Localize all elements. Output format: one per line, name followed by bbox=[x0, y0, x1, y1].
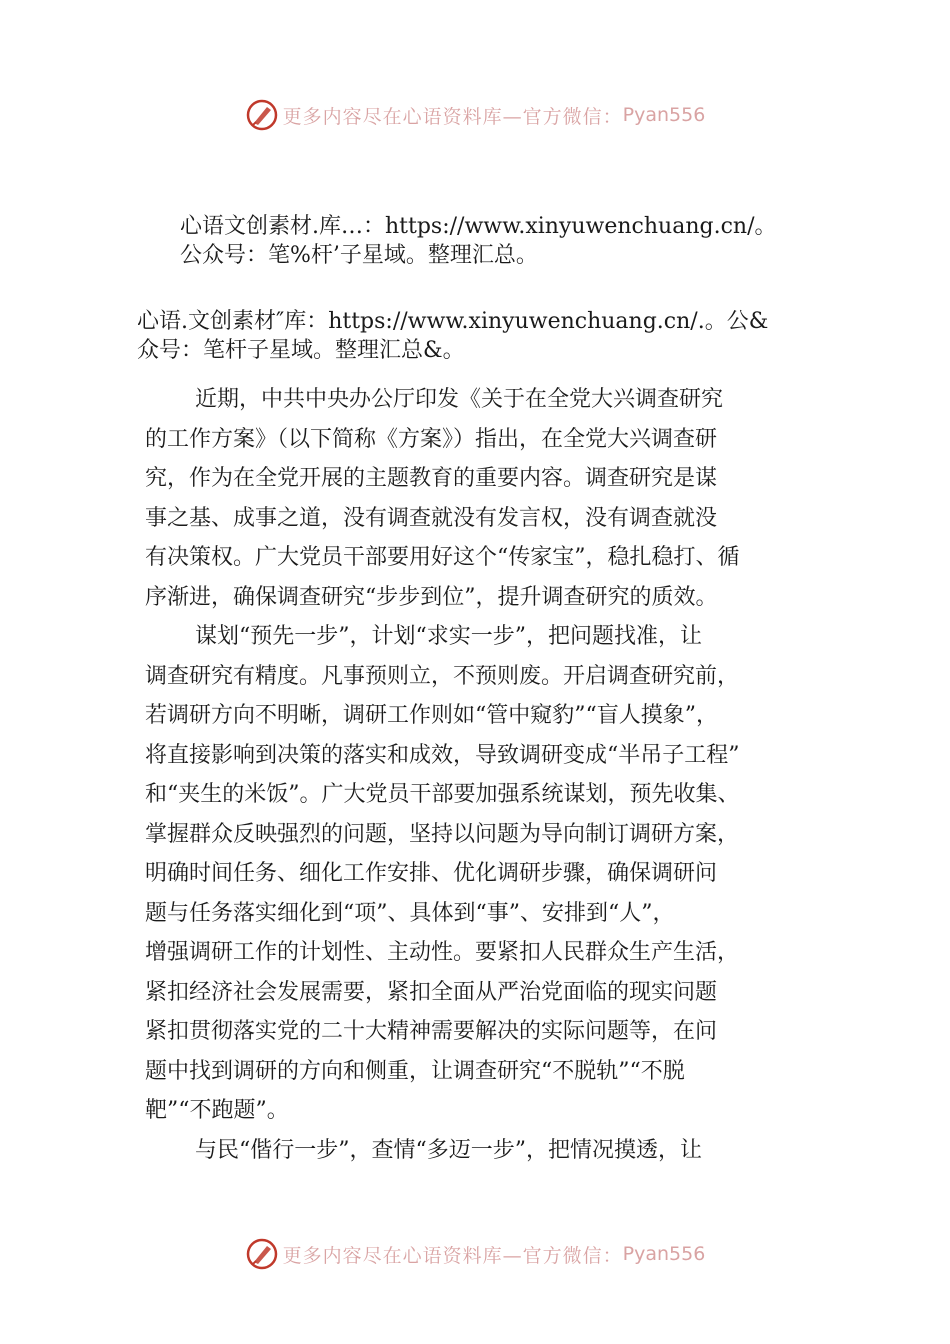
paragraph-line: 近期，中共中央办公厅印发《关于在全党大兴调查研究 bbox=[195, 387, 724, 412]
quill-pen-logo-icon bbox=[245, 1237, 279, 1271]
paragraph-line: 题与任务落实细化到“项”、具体到“事”、安排到“人”， bbox=[145, 900, 675, 926]
source-note-line: 心语.文创素材″库：https://www.xinyuwenchuang.cn/.。公& bbox=[137, 309, 769, 334]
quill-pen-logo-icon bbox=[245, 98, 279, 132]
wechat-id: Pyan556 bbox=[622, 1243, 706, 1265]
paragraph-line: 与民“偕行一步”，查情“多迈一步”，把情况摸透，让 bbox=[195, 1137, 702, 1163]
paragraph-line: 题中找到调研的方向和侧重，让调查研究“不脱轨”“不脱 bbox=[145, 1058, 685, 1084]
source-note-line: 心语文创素材.库…：https://www.xinyuwenchuang.cn/。 bbox=[180, 214, 777, 239]
banner-text: 更多内容尽在心语资料库—官方微信： bbox=[282, 1244, 623, 1267]
paragraph-line: 明确时间任务、细化工作安排、优化调研步骤，确保调研问 bbox=[145, 861, 718, 886]
paragraph-line: 掌握群众反映强烈的问题，坚持以问题为导向制订调研方案， bbox=[145, 821, 740, 847]
paragraph-line: 事之基、成事之道，没有调查就没有发言权，没有调查就没 bbox=[145, 505, 718, 531]
paragraph-line: 调查研究有精度。凡事预则立，不预则废。开启调查研究前， bbox=[145, 663, 740, 689]
paragraph-line: 的工作方案》（以下简称《方案》）指出，在全党大兴调查研 bbox=[145, 426, 718, 452]
paragraph-line: 紧扣经济社会发展需要，紧扣全面从严治党面临的现实问题 bbox=[145, 979, 718, 1005]
paragraph-line: 靶”“不跑题”。 bbox=[145, 1098, 289, 1123]
wechat-id: Pyan556 bbox=[622, 104, 706, 126]
paragraph-line: 若调研方向不明晰，调研工作则如“管中窥豹”“盲人摸象”， bbox=[145, 703, 718, 728]
source-note-line: 众号：笔杆子星域。整理汇总&。 bbox=[137, 338, 465, 363]
footer-banner bbox=[0, 1234, 950, 1274]
paragraph-line: 和“夹生的米饭”。广大党员干部要加强系统谋划，预先收集、 bbox=[145, 782, 740, 807]
source-note bbox=[180, 212, 776, 270]
paragraph-line: 究，作为在全党开展的主题教育的重要内容。调查研究是谋 bbox=[145, 466, 718, 491]
source-note-line: 公众号：笔%杆’子星域。整理汇总。 bbox=[180, 243, 538, 268]
source-note bbox=[137, 307, 768, 365]
paragraph-line: 有决策权。广大党员干部要用好这个“传家宝”，稳扎稳打、循 bbox=[145, 545, 740, 570]
paragraph-line: 将直接影响到决策的落实和成效，导致调研变成“半吊子工程” bbox=[145, 742, 740, 768]
paragraph-line: 序渐进，确保调查研究“步步到位”，提升调查研究的质效。 bbox=[145, 584, 718, 610]
paragraph-line: 增强调研工作的计划性、主动性。要紧扣人民群众生产生活， bbox=[145, 940, 740, 965]
header-banner bbox=[0, 95, 950, 135]
banner-text: 更多内容尽在心语资料库—官方微信： bbox=[282, 105, 623, 128]
paragraph-line: 紧扣贯彻落实党的二十大精神需要解决的实际问题等，在问 bbox=[145, 1019, 718, 1044]
article-body bbox=[145, 380, 835, 1170]
paragraph-line: 谋划“预先一步”，计划“求实一步”，把问题找准，让 bbox=[195, 624, 702, 649]
